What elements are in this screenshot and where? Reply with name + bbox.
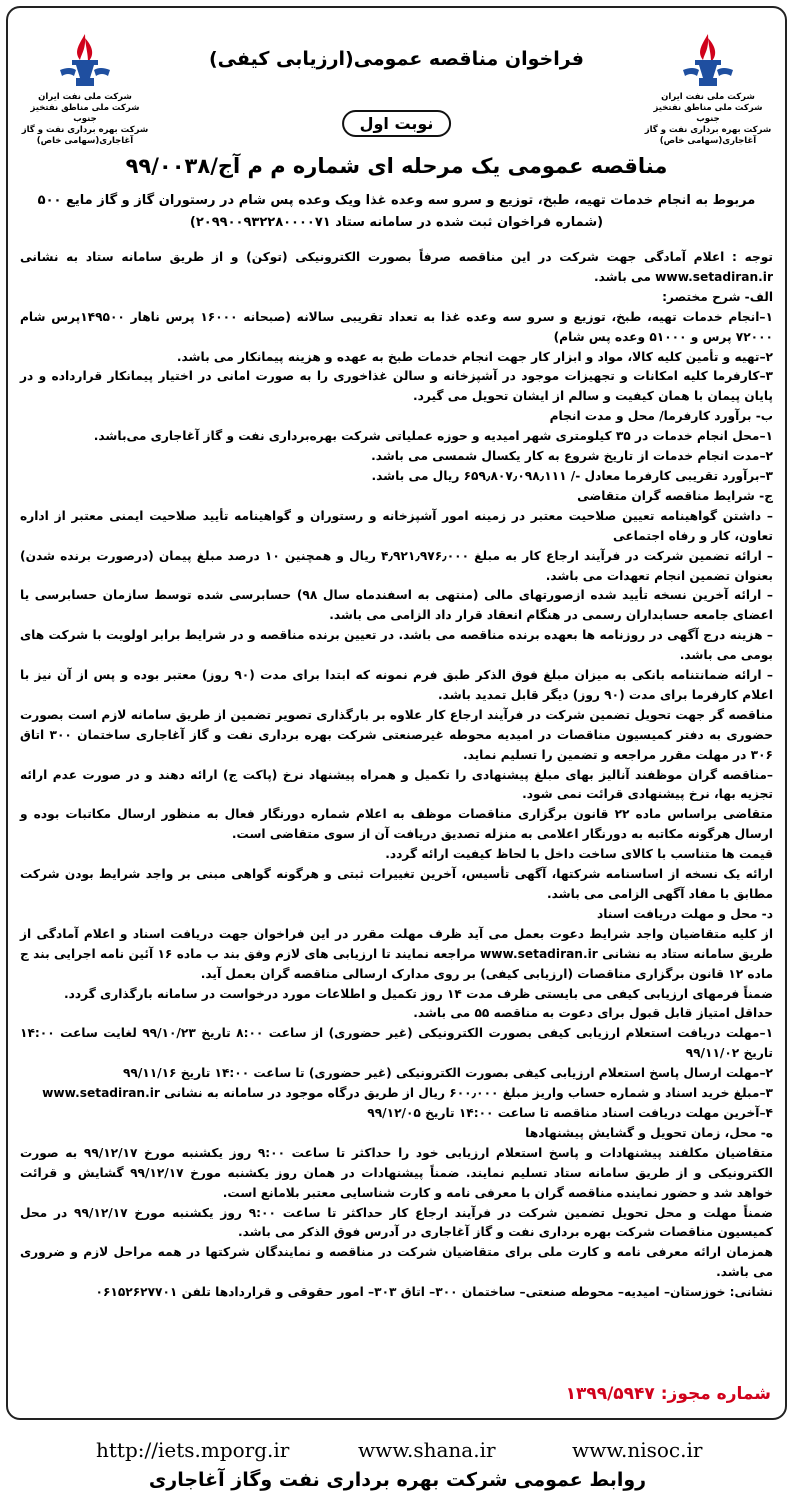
paragraph: متقاضی براساس ماده ۲۲ قانون برگزاری مناقصات موظف به اعلام شماره دورنگار فعال به منظور ارسال مکاتبات بوده و ارسال هرگونه مکاتبه به دورنگار اعلامی به منزله تصدیق دریافت آن از سوی متقاضی است. bbox=[20, 807, 773, 842]
paragraph: ۳–کارفرما کلیه امکانات و تجهیزات موجود در آشپزخانه و سالن غذاخوری را به صورت امانی در اختیار پیمانکار قرارداده و در پایان پیمان با همان کیفیت و سالم از ایشان تحویل می گیرد. bbox=[20, 369, 773, 404]
logo-right-caption-3: شرکت بهره برداری نفت و گاز آغاجاری(سهامی خاص) bbox=[644, 125, 772, 146]
permit-number: شماره مجوز: ۱۳۹۹/۵۹۴۷ bbox=[565, 1384, 771, 1404]
paragraph: ۴–آخرین مهلت دریافت اسناد مناقصه تا ساعت ۱۴:۰۰ تاریخ ۹۹/۱۲/۰۵ bbox=[367, 1105, 773, 1120]
paragraph: ۳–برآورد تقریبی کارفرما معادل -/ ۶۵۹٫۸۰۷٫۰۹۸٫۱۱۱ ریال می باشد. bbox=[371, 468, 773, 483]
tender-subject: مربوط به انجام خدمات تهیه، طبخ، توزیع و سرو سه وعده غذا ویک وعده پس شام در رستوران گاز و گاز مایع ۵۰۰ bbox=[37, 193, 756, 208]
paragraph: ضمناً فرمهای ارزیابی کیفی می بایستی ظرف مدت ۱۴ روز تکمیل و اطلاعات مورد درخواست در سامانه بارگذاری گردد. bbox=[64, 986, 773, 1001]
paragraph: قیمت ها متناسب با کالای ساخت داخل با لحاظ کیفیت ارائه گردد. bbox=[385, 847, 773, 862]
paragraph: ۲–تهیه و تأمین کلیه کالا، مواد و ابزار کار جهت انجام خدمات طبخ به عهده و هزینه پیمانکار می باشد. bbox=[176, 349, 773, 364]
logo-right-caption-1: شرکت ملی نفت ایران bbox=[661, 92, 755, 102]
website-links bbox=[6, 1438, 789, 1466]
paragraph: –مناقصه گران موظفند آنالیز بهای مبلغ پیشنهادی را تکمیل و همراه پیشنهاد نرخ (پاکت ج) ارائه دهند و در صورت عدم ارائه تجزیه بها، نرخ پیشنهادی قرائت نمی شود. bbox=[20, 767, 773, 802]
section-b-heading: ب- برآورد کارفرما/ محل و مدت انجام bbox=[549, 409, 773, 424]
section-e-heading: ه- محل، زمان تحویل و گشایش پیشنهادها bbox=[525, 1125, 773, 1140]
notice-heading: فراخوان مناقصه عمومی(ارزیابی کیفی) bbox=[209, 48, 584, 70]
paragraph: همزمان ارائه معرفی نامه و کارت ملی برای متقاضیان شرکت در مناقصه و نمایندگان شرکتها در همه مراحل لازم و ضروری می باشد. bbox=[20, 1245, 773, 1280]
paragraph: مناقصه گر جهت تحویل تضمین شرکت در فرآیند ارجاع کار علاوه بر بارگذاری تصویر تضمین از طریق سامانه لازم است بصورت حضوری به دفتر کمیسیون مناقصات در امیدیه محوطه غیرصنعتی شرکت بهره برداری نفت و گاز آغاجاری ساختمان ۳۰۰ اتاق ۳۰۶ در مهلت مقرر مراجعه و تضمین را تسلیم نماید. bbox=[20, 707, 773, 762]
paragraph: – ارائه ضمانتنامه بانکی به میزان مبلغ فوق الذکر طبق فرم نمونه که ابتدا برای مدت (۹۰ روز) معتبر بوده و پس از آن نیز با اعلام کارفرما برای مدت (۹۰ روز) دیگر قابل تمدید باشد. bbox=[20, 668, 773, 702]
notice-border bbox=[6, 6, 787, 1420]
paragraph: ۲–مهلت ارسال پاسخ استعلام ارزیابی کیفی بصورت الکترونیکی (غیر حضوری) تا ساعت ۱۴:۰۰ تاریخ ۹۹/۱۱/۱۶ bbox=[122, 1066, 773, 1081]
paragraph: متقاضیان مکلفند پیشنهادات و پاسخ استعلام ارزیابی خود را حداکثر تا ساعت ۹:۰۰ روز یکشنبه مورخ ۹۹/۱۲/۱۷ به صورت الکترونیکی و از طریق سامانه ستاد تسلیم نمایند. ضمناً پیشنهادات در همان روز یکشنبه مورخ ۹۹/۱۲/۱۷ گشایش و قرائت خواهد شد و حضور نماینده مناقصه گران با معرفی نامه و کارت شناسایی معتبر بلامانع است. bbox=[20, 1145, 773, 1200]
paragraph: ضمناً مهلت و محل تحویل تضمین شرکت در فرآیند ارجاع کار حداکثر تا ساعت ۹:۰۰ روز یکشنبه مورخ ۹۹/۱۲/۱۷ در محل کمیسیون مناقصات شرکت بهره برداری نفت و گاز آغاجاری در آدرس فوق الذکر می باشد. bbox=[20, 1205, 774, 1240]
tender-notice-page bbox=[6, 6, 789, 1491]
section-c-heading: ج- شرایط مناقصه گران متقاضی bbox=[577, 488, 773, 503]
paragraph: ۱–انجام خدمات تهیه، طبخ، توزیع و سرو سه وعده غذا به تعداد تقریبی سالانه (صبحانه ۱۶۰۰۰ پرس ناهار ۱۴۹۵۰۰پرس شام ۷۲۰۰۰ پرس و ۵۱۰۰۰ وعده پس شام) bbox=[20, 309, 773, 344]
link-shana[interactable]: www.shana.ir bbox=[358, 1438, 496, 1462]
paragraph: ۲–مدت انجام خدمات از تاریخ شروع به کار یکسال شمسی می باشد. bbox=[371, 449, 773, 464]
logo-left-caption-3: شرکت بهره برداری نفت و گاز آغاجاری(سهامی خاص) bbox=[21, 125, 149, 146]
setad-registration-number: (شماره فراخوان ثبت شده در سامانه ستاد ۲۰۹۹۰۰۹۳۲۲۸۰۰۰۰۷۱) bbox=[189, 215, 604, 230]
paragraph: – ارائه آخرین نسخه تأیید شده ازصورتهای مالی (منتهی به اسفندماه سال ۹۸) حسابرسی شده توسط سازمان حسابرسی یا اعضای جامعه حسابداران رسمی در هنگام انعقاد قرار داد الزامی می باشد. bbox=[20, 588, 773, 623]
link-nisoc[interactable]: www.nisoc.ir bbox=[572, 1438, 703, 1462]
paragraph: ارائه یک نسخه از اساسنامه شرکتها، آگهی تأسیس، آخرین تغییرات ثبتی و هرگونه گواهی مبنی بر واجد شرایط بودن شرکت مطابق با مفاد آگهی الزامی می باشد. bbox=[20, 867, 773, 901]
paragraph: – ارائه تضمین شرکت در فرآیند ارجاع کار به مبلغ ۴٫۹۲۱٫۹۷۶٫۰۰۰ ریال و همچنین ۱۰ درصد مبلغ پیمان (درصورت برنده شدن) بعنوان تضمین انجام تعهدات می باشد. bbox=[20, 548, 773, 583]
round-badge: نوبت اول bbox=[342, 110, 452, 137]
paragraph: ۱–محل انجام خدمات در ۳۵ کیلومتری شهر امیدیه و حوزه عملیاتی شرکت بهره‌برداری نفت و گاز آغاجاری می‌باشد. bbox=[93, 429, 773, 444]
logo-right-caption-2: شرکت ملی مناطق نفتخیز جنوب bbox=[653, 103, 763, 124]
paragraph: ۳–مبلغ خرید اسناد و شماره حساب واریز مبلغ ۶۰۰٫۰۰۰ ریال از طریق درگاه موجود در سامانه به نشانی www.setadiran.ir bbox=[42, 1086, 773, 1101]
note-paragraph: توجه : اعلام آمادگی جهت شرکت در این مناقصه صرفاً بصورت الکترونیکی (توکن) و از طریق سامانه ستاد به نشانی www.setadiran.ir می باشد. bbox=[20, 250, 773, 284]
paragraph: – هزینه درج آگهی در روزنامه ها بعهده برنده مناقصه می باشد. در تعیین برنده مناقصه و در شرایط برابر اولویت با شرکت های بومی می باشد. bbox=[20, 628, 773, 663]
section-a-heading: الف- شرح مختصر: bbox=[662, 289, 773, 304]
logo-left-caption-1: شرکت ملی نفت ایران bbox=[38, 92, 132, 102]
section-d-heading: د- محل و مهلت دریافت اسناد bbox=[596, 906, 773, 921]
link-iets[interactable]: http://iets.mporg.ir bbox=[96, 1438, 290, 1462]
tender-title: مناقصه عمومی یک مرحله ای شماره م م آج/۹۹/۰۰۳۸ bbox=[125, 154, 668, 178]
logo-left-caption-2: شرکت ملی مناطق نفتخیز جنوب bbox=[30, 103, 140, 124]
paragraph: از کلیه متقاضیان واجد شرایط دعوت بعمل می آید ظرف مهلت مقرر در این فراخوان جهت دریافت اسناد و اعلام آمادگی از طریق سامانه ستاد به نشانی www.setadiran.ir مراجعه نمایند تا ارزیابی های لازم وفق بند ب ماده ۱۶ آئین نامه اجرایی بند ج ماده ۱۲ قانون برگزاری مناقصات (ارزیابی کیفی) بر روی مدارک ارسالی مناقصه گران بعمل آید. bbox=[20, 926, 773, 981]
notice-body bbox=[20, 248, 773, 1303]
paragraph: – داشتن گواهینامه تعیین صلاحیت معتبر در زمینه امور آشپزخانه و رستوران و گواهینامه تأیید صلاحیت ایمنی معتبر از اداره تعاون، کار و رفاه اجتماعی bbox=[20, 508, 773, 543]
address-paragraph: نشانی: خوزستان– امیدیه– محوطه صنعتی– ساختمان ۳۰۰– اتاق ۳۰۳– امور حقوقی و قراردادها تلفن ۰۶۱۵۲۶۲۷۷۰۱ bbox=[95, 1285, 773, 1300]
paragraph: حداقل امتیاز قابل قبول برای دعوت به مناقصه ۵۵ می باشد. bbox=[413, 1006, 773, 1021]
public-relations-footer: روابط عمومی شرکت بهره برداری نفت وگاز آغاجاری bbox=[148, 1469, 647, 1491]
paragraph: ۱–مهلت دریافت استعلام ارزیابی کیفی بصورت الکترونیکی (غیر حضوری) از ساعت ۸:۰۰ تاریخ ۹۹/۱۰/۲۳ لغایت ساعت ۱۴:۰۰ تاریخ ۹۹/۱۱/۰۲ bbox=[20, 1026, 774, 1061]
